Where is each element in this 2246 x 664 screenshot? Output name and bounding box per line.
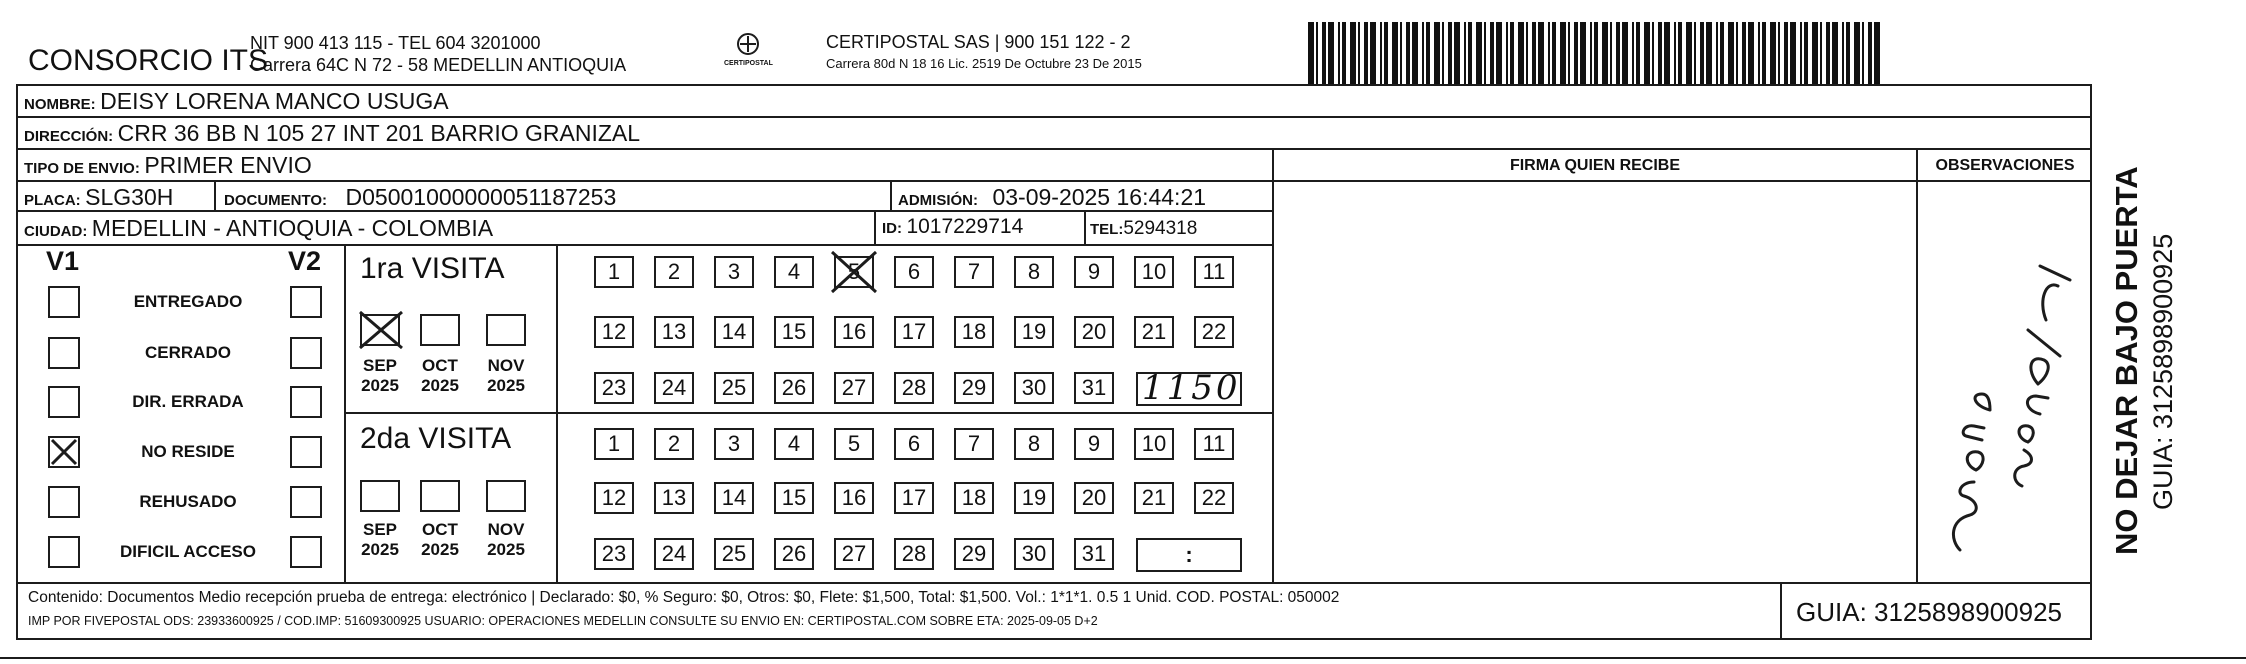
address-row — [24, 120, 640, 147]
month-year: 2025 — [421, 376, 459, 395]
id-value: 1017229714 — [906, 215, 1024, 238]
visit1-time-box — [1136, 368, 1242, 408]
tel-label: TEL: — [1090, 221, 1124, 238]
visit2-title: 2da VISITA — [360, 422, 512, 455]
barcode-bar — [1568, 22, 1570, 84]
day-box[interactable]: 3 — [714, 428, 754, 460]
x-mark-icon — [830, 250, 878, 294]
status-v2-checkbox[interactable] — [290, 436, 322, 468]
city-value: MEDELLIN - ANTIOQUIA - COLOMBIA — [91, 215, 494, 241]
day-box[interactable]: 24 — [654, 372, 694, 404]
day-box[interactable]: 19 — [1014, 482, 1054, 514]
barcode-bar — [1832, 22, 1838, 84]
month-label — [410, 356, 470, 396]
month-checkbox[interactable] — [486, 314, 526, 346]
month-checkbox[interactable] — [360, 480, 400, 512]
status-label: DIFICIL ACCESO — [119, 542, 256, 561]
footer-guide-divider — [1780, 582, 1782, 640]
barcode-bar — [1658, 22, 1662, 84]
signature-col-divider — [1272, 148, 1274, 582]
month-label — [410, 520, 470, 560]
month-checkbox[interactable] — [420, 314, 460, 346]
barcode-bar — [1674, 22, 1676, 84]
day-box[interactable]: 10 — [1134, 256, 1174, 288]
signature-header: FIRMA QUIEN RECIBE — [1509, 157, 1681, 174]
day-box[interactable]: 22 — [1194, 482, 1234, 514]
status-v2-checkbox[interactable] — [290, 337, 322, 369]
day-box[interactable]: 27 — [834, 538, 874, 570]
send-type: PRIMER ENVIO — [144, 152, 312, 178]
day-box[interactable]: 16 — [834, 316, 874, 348]
barcode-bar — [1380, 22, 1382, 84]
barcode-bar — [1728, 22, 1734, 84]
day-box[interactable]: 6 — [894, 428, 934, 460]
barcode-bar — [1846, 22, 1850, 84]
id-cell — [882, 215, 1023, 239]
barcode-bar — [1316, 22, 1318, 84]
day-box[interactable]: 23 — [594, 538, 634, 570]
barcode-bar — [1342, 22, 1346, 84]
month-name: OCT — [422, 520, 458, 539]
visit1-title: 1ra VISITA — [360, 252, 505, 285]
barcode-bar — [1412, 22, 1418, 84]
carrier-address: Carrera 80d N 18 16 Lic. 2519 De Octubre 23 De 2015 — [826, 56, 1142, 71]
day-box[interactable]: 7 — [954, 428, 994, 460]
day-box[interactable]: 8 — [1014, 428, 1054, 460]
day-box[interactable]: 4 — [774, 428, 814, 460]
barcode-bar — [1384, 22, 1388, 84]
day-box[interactable]: 16 — [834, 482, 874, 514]
day-box[interactable]: 11 — [1194, 428, 1234, 460]
month-year: 2025 — [487, 540, 525, 559]
barcode-bar — [1590, 22, 1592, 84]
day-box[interactable]: 12 — [594, 482, 634, 514]
barcode-bar — [1574, 22, 1578, 84]
barcode-bar — [1602, 22, 1608, 84]
barcode-bar — [1442, 22, 1444, 84]
barcode-bar — [1842, 22, 1844, 84]
barcode-bar — [1610, 22, 1612, 84]
day-box[interactable]: 5 — [834, 428, 874, 460]
barcode-bar — [1484, 22, 1486, 84]
day-box[interactable]: 31 — [1074, 372, 1114, 404]
barcode-bar — [1694, 22, 1696, 84]
day-box[interactable]: 23 — [594, 372, 634, 404]
plate-cell — [24, 184, 173, 211]
barcode-bar — [1358, 22, 1360, 84]
barcode-bar — [1454, 22, 1460, 84]
month-year: 2025 — [361, 540, 399, 559]
barcode-bar — [1548, 22, 1550, 84]
send-type-label: TIPO DE ENVIO: — [24, 160, 140, 177]
day-box[interactable]: 17 — [894, 316, 934, 348]
day-box[interactable]: 1 — [594, 256, 634, 288]
barcode-bar — [1426, 22, 1430, 84]
document-value: D05001000000051187253 — [345, 184, 617, 210]
month-checkbox[interactable] — [486, 480, 526, 512]
month-label — [350, 520, 410, 560]
status-label: CERRADO — [145, 343, 231, 362]
barcode-bar — [1400, 22, 1402, 84]
day-box[interactable]: 31 — [1074, 538, 1114, 570]
barcode-bar — [1862, 22, 1864, 84]
barcode-bar — [1678, 22, 1682, 84]
barcode-bar — [1422, 22, 1424, 84]
day-box[interactable]: 28 — [894, 372, 934, 404]
day-box[interactable]: 26 — [774, 538, 814, 570]
company-address: Carrera 64C N 72 - 58 MEDELLIN ANTIOQUIA — [250, 55, 627, 75]
barcode-bar — [1506, 22, 1508, 84]
admission-divider — [890, 180, 892, 212]
barcode-bar — [1364, 22, 1368, 84]
admission-cell — [898, 184, 1206, 211]
city-label: CIUDAD: — [24, 223, 88, 240]
day-box[interactable]: 17 — [894, 482, 934, 514]
admission-value: 03-09-2025 16:44:21 — [992, 184, 1207, 210]
day-box[interactable]: 15 — [774, 482, 814, 514]
status-label: REHUSADO — [139, 492, 237, 511]
barcode-bar — [1742, 22, 1746, 84]
month-name: SEP — [362, 520, 398, 539]
barcode-bar — [1700, 22, 1704, 84]
barcode-bar — [1720, 22, 1724, 84]
barcode-bar — [1820, 22, 1822, 84]
day-box[interactable]: 2 — [654, 428, 694, 460]
day-box[interactable]: 25 — [714, 372, 754, 404]
status-v2-checkbox[interactable] — [290, 486, 322, 518]
barcode-bar — [1784, 22, 1788, 84]
day-box[interactable]: 3 — [714, 256, 754, 288]
day-box[interactable]: 29 — [954, 372, 994, 404]
header-underline — [1274, 180, 2092, 182]
day-box[interactable]: 29 — [954, 538, 994, 570]
visit2-time-box — [1136, 538, 1242, 572]
month-name: SEP — [362, 356, 398, 375]
barcode-bar — [1370, 22, 1376, 84]
barcode-bar — [1636, 22, 1640, 84]
visit-divider — [344, 412, 1272, 414]
name-row — [24, 88, 449, 115]
logo-text: CERTIPOSTAL — [724, 60, 773, 67]
barcode-bar — [1476, 22, 1482, 84]
day-box[interactable]: 21 — [1134, 316, 1174, 348]
day-box[interactable]: 20 — [1074, 316, 1114, 348]
calendar-divider — [556, 244, 558, 582]
barcode-bar — [1826, 22, 1830, 84]
tel-value: 5294318 — [1123, 218, 1198, 239]
month-label — [476, 356, 536, 396]
barcode-bar — [1762, 22, 1766, 84]
status-label: ENTREGADO — [133, 292, 243, 311]
id-label: ID: — [882, 220, 902, 237]
barcode-bar — [1758, 22, 1760, 84]
plate-value: SLG30H — [85, 184, 174, 210]
barcode-bar — [1322, 22, 1326, 84]
month-name: OCT — [422, 356, 458, 375]
day-box[interactable]: 14 — [714, 316, 754, 348]
company-name: CONSORCIO ITS — [28, 44, 269, 77]
document-cell — [224, 184, 616, 211]
carrier-name: CERTIPOSTAL SAS | 900 151 122 - 2 — [826, 32, 1131, 52]
barcode-bar — [1328, 22, 1334, 84]
barcode-bar — [1644, 22, 1650, 84]
barcode-bar — [1800, 22, 1802, 84]
day-box[interactable]: 28 — [894, 538, 934, 570]
name-label: NOMBRE: — [24, 96, 96, 113]
barcode-bar — [1448, 22, 1452, 84]
month-year: 2025 — [487, 376, 525, 395]
month-label — [476, 520, 536, 560]
day-box[interactable]: 1 — [594, 428, 634, 460]
day-box[interactable]: 8 — [1014, 256, 1054, 288]
barcode-bar — [1868, 22, 1872, 84]
day-box[interactable]: 27 — [834, 372, 874, 404]
address-label: DIRECCIÓN: — [24, 128, 114, 145]
day-box[interactable]: 19 — [1014, 316, 1054, 348]
barcode-bar — [1790, 22, 1796, 84]
day-box[interactable]: 13 — [654, 482, 694, 514]
barcode-bar — [1616, 22, 1620, 84]
day-box[interactable]: 2 — [654, 256, 694, 288]
id-divider — [874, 210, 876, 244]
barcode-bar — [1468, 22, 1472, 84]
footer-content-line: Contenido: Documentos Medio recepción prueba de entrega: electrónico | Declarado: $0, % Seguro: $0, Otros: $0, Flete: $1,500, Total: $1,500. Vol.: 1*1*1. 0.5 1 Unid. COD. POSTAL: 050002 — [28, 589, 1340, 606]
barcode-bar — [1464, 22, 1466, 84]
barcode-bar — [1392, 22, 1398, 84]
barcode — [1308, 22, 1880, 84]
observations-header: OBSERVACIONES — [1935, 157, 2075, 174]
barcode-bar — [1538, 22, 1544, 84]
barcode-bar — [1854, 22, 1860, 84]
barcode-bar — [1664, 22, 1670, 84]
barcode-bar — [1622, 22, 1628, 84]
barcode-bar — [1748, 22, 1754, 84]
row-divider — [16, 148, 2092, 150]
barcode-bar — [1510, 22, 1514, 84]
barcode-bar — [1736, 22, 1738, 84]
barcode-bar — [1686, 22, 1692, 84]
day-box[interactable]: 20 — [1074, 482, 1114, 514]
barcode-bar — [1706, 22, 1712, 84]
page-edge — [0, 657, 2246, 659]
status-v2-checkbox[interactable] — [290, 286, 322, 318]
barcode-bar — [1716, 22, 1718, 84]
row-divider — [16, 244, 1272, 246]
day-box[interactable]: 30 — [1014, 372, 1054, 404]
month-year: 2025 — [361, 376, 399, 395]
x-mark-icon — [358, 310, 404, 350]
status-divider — [344, 244, 346, 582]
company-nit: NIT 900 413 115 - TEL 604 3201000 — [250, 33, 541, 53]
day-box[interactable]: 9 — [1074, 256, 1114, 288]
barcode-bar — [1874, 22, 1880, 84]
status-v2-checkbox[interactable] — [290, 536, 322, 568]
barcode-bar — [1490, 22, 1494, 84]
day-box[interactable]: 15 — [774, 316, 814, 348]
month-name: NOV — [487, 520, 525, 539]
barcode-bar — [1496, 22, 1502, 84]
day-box[interactable]: 14 — [714, 482, 754, 514]
barcode-bar — [1652, 22, 1654, 84]
barcode-bar — [1434, 22, 1440, 84]
barcode-bar — [1552, 22, 1556, 84]
month-label — [350, 356, 410, 396]
tel-cell — [1090, 218, 1197, 240]
day-box[interactable]: 18 — [954, 482, 994, 514]
send-type-row — [24, 152, 312, 179]
recipient-name: DEISY LORENA MANCO USUGA — [100, 88, 449, 114]
day-box[interactable]: 13 — [654, 316, 694, 348]
day-box[interactable]: 11 — [1194, 256, 1234, 288]
admission-label: ADMISIÓN: — [898, 192, 978, 209]
plate-divider — [214, 180, 216, 212]
visit2-time-placeholder: : — [1185, 542, 1193, 567]
city-cell — [24, 215, 493, 242]
document-label: DOCUMENTO: — [224, 192, 328, 209]
barcode-bar — [1812, 22, 1818, 84]
barcode-bar — [1778, 22, 1780, 84]
row-divider — [16, 116, 2092, 118]
tel-divider — [1084, 210, 1086, 244]
day-box[interactable]: 12 — [594, 316, 634, 348]
day-box[interactable]: 4 — [774, 256, 814, 288]
day-box[interactable]: 6 — [894, 256, 934, 288]
barcode-bar — [1350, 22, 1356, 84]
certipostal-logo — [724, 30, 772, 78]
barcode-bar — [1580, 22, 1586, 84]
month-name: NOV — [487, 356, 525, 375]
day-box[interactable]: 24 — [654, 538, 694, 570]
barcode-bar — [1594, 22, 1598, 84]
barcode-bar — [1526, 22, 1528, 84]
barcode-bar — [1770, 22, 1776, 84]
day-box[interactable]: 25 — [714, 538, 754, 570]
handwritten-signature — [1920, 260, 2090, 560]
status-v2-checkbox[interactable] — [290, 386, 322, 418]
barcode-bar — [1518, 22, 1524, 84]
certipostal-logo-icon — [724, 30, 772, 78]
visit1-time: 1150 — [1142, 368, 1241, 408]
day-box[interactable]: 18 — [954, 316, 994, 348]
day-box[interactable]: 7 — [954, 256, 994, 288]
barcode-bar — [1632, 22, 1634, 84]
barcode-bar — [1406, 22, 1410, 84]
v1-label: V1 — [46, 246, 80, 276]
side-notice: NO DEJAR BAJO PUERTA — [2109, 166, 2144, 555]
footer-guide: GUIA: 3125898900925 — [1796, 597, 2062, 627]
day-box[interactable]: 10 — [1134, 428, 1174, 460]
barcode-bar — [1804, 22, 1808, 84]
day-box[interactable]: 5 — [834, 256, 874, 288]
day-box[interactable]: 9 — [1074, 428, 1114, 460]
day-box[interactable]: 30 — [1014, 538, 1054, 570]
side-guide: GUIA: 3125898900925 — [2148, 233, 2178, 510]
status-label: NO RESIDE — [141, 442, 235, 461]
day-box[interactable]: 21 — [1134, 482, 1174, 514]
plate-label: PLACA: — [24, 192, 81, 209]
barcode-bar — [1532, 22, 1536, 84]
month-checkbox[interactable] — [360, 314, 400, 346]
barcode-bar — [1560, 22, 1566, 84]
month-year: 2025 — [421, 540, 459, 559]
day-box[interactable]: 26 — [774, 372, 814, 404]
v2-label: V2 — [288, 246, 322, 276]
recipient-address: CRR 36 BB N 105 27 INT 201 BARRIO GRANIZAL — [117, 120, 641, 146]
barcode-bar — [1308, 22, 1314, 84]
day-box[interactable]: 22 — [1194, 316, 1234, 348]
observations-col-divider — [1916, 148, 1918, 582]
month-checkbox[interactable] — [420, 480, 460, 512]
status-label: DIR. ERRADA — [132, 392, 244, 411]
barcode-bar — [1338, 22, 1340, 84]
footer-imp-line: IMP POR FIVEPOSTAL ODS: 23933600925 / COD.IMP: 51609300925 USUARIO: OPERACIONES MEDELLIN CONSULTE SU ENVIO EN: CERTIPOSTAL.COM SOBRE ETA: 2025-09-05 D+2 — [28, 614, 1098, 628]
